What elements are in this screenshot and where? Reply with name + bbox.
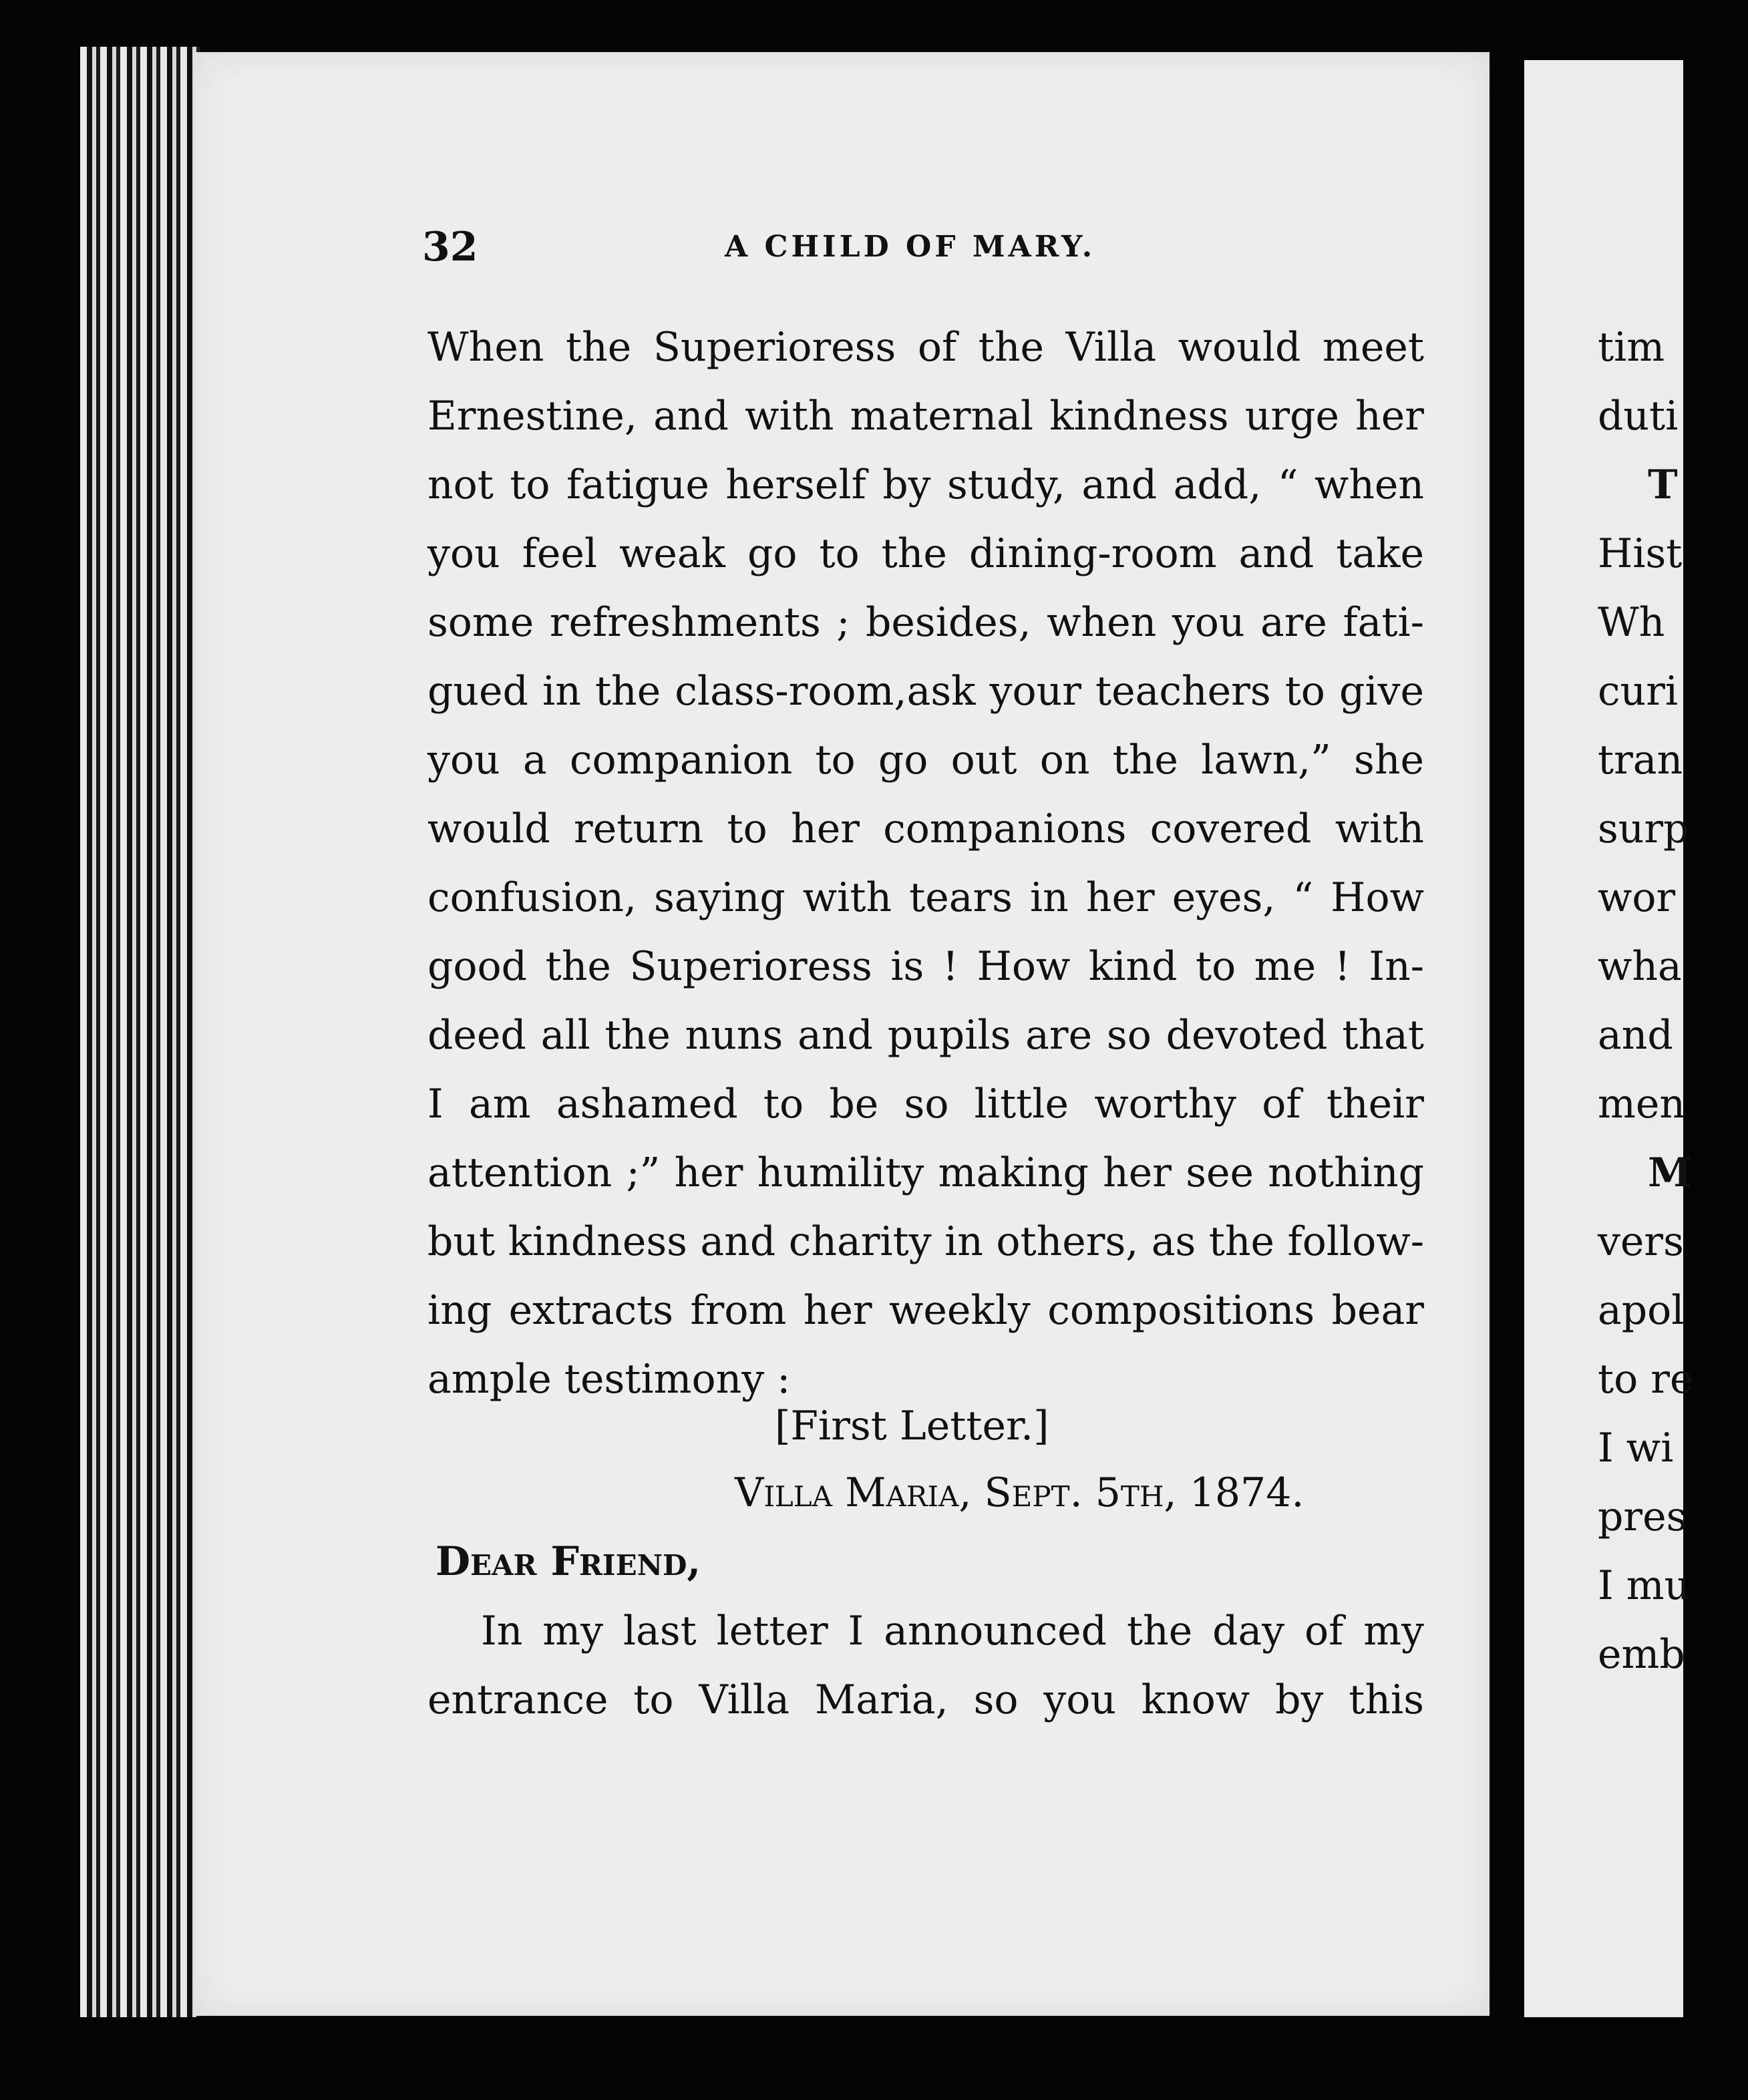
right-page-line: apol — [1598, 1287, 1685, 1334]
letter-heading: [First Letter.] — [775, 1403, 1049, 1449]
body-line: you a companion to go out on the lawn,” she — [427, 737, 1424, 783]
right-page-line: I mu — [1598, 1562, 1691, 1609]
right-page-line: Hist — [1598, 530, 1683, 577]
body-line: attention ;” her humility making her see nothing — [427, 1150, 1424, 1196]
right-page-line: M — [1648, 1150, 1693, 1196]
right-page-line: curi — [1598, 668, 1679, 715]
body-line: Ernestine, and with maternal kindness urge her — [427, 393, 1424, 440]
right-page-line: wha — [1598, 943, 1682, 990]
right-page-line: men — [1598, 1081, 1686, 1127]
right-page-line: and — [1598, 1012, 1673, 1059]
right-page-line: tran — [1598, 737, 1683, 783]
right-page-line: emb — [1598, 1631, 1685, 1678]
right-page-line: Wh — [1598, 599, 1665, 646]
right-page-line: duti — [1598, 393, 1679, 440]
page-number: 32 — [422, 224, 478, 271]
right-page-line: to re — [1598, 1356, 1694, 1403]
body-line: ample testimony : — [427, 1356, 791, 1403]
body-line: confusion, saying with tears in her eyes, “ How — [427, 874, 1424, 921]
body-line: would return to her companions covered with — [427, 806, 1424, 852]
right-page-line: vers — [1598, 1218, 1684, 1265]
right-page-line: surp — [1598, 806, 1689, 852]
right-page-line: tim — [1598, 324, 1665, 371]
body-line: some refreshments ; besides, when you are fati- — [427, 599, 1424, 646]
right-page-line: I wi — [1598, 1425, 1674, 1471]
right-page-line: wor — [1598, 874, 1676, 921]
body-line: good the Superioress is ! How kind to me ! In- — [427, 943, 1424, 990]
body-line: gued in the class-room,ask your teachers to give — [427, 668, 1424, 715]
body-line: you feel weak go to the dining-room and take — [427, 530, 1424, 577]
letter-line: In my last letter I announced the day of my — [481, 1608, 1424, 1654]
page-gutter — [1490, 27, 1524, 2057]
letter-line: entrance to Villa Maria, so you know by this — [427, 1677, 1424, 1723]
right-page-line: pres — [1598, 1494, 1687, 1540]
right-page-line: T — [1648, 462, 1678, 508]
right-page-fragment — [1524, 60, 1694, 2017]
running-title: A CHILD OF MARY. — [725, 230, 1096, 264]
body-line: I am ashamed to be so little worthy of their — [427, 1081, 1424, 1127]
book-binding-edge — [80, 47, 200, 2017]
body-line: deed all the nuns and pupils are so devoted that — [427, 1012, 1424, 1059]
letter-salutation: Dear Friend, — [435, 1538, 701, 1585]
body-line: but kindness and charity in others, as the follow- — [427, 1218, 1424, 1265]
body-line: not to fatigue herself by study, and add, “ when — [427, 462, 1424, 508]
body-line: ing extracts from her weekly compositions bear — [427, 1287, 1424, 1334]
letter-dateline: Villa Maria, Sept. 5th, 1874. — [735, 1469, 1304, 1516]
body-line: When the Superioress of the Villa would meet — [427, 324, 1424, 371]
